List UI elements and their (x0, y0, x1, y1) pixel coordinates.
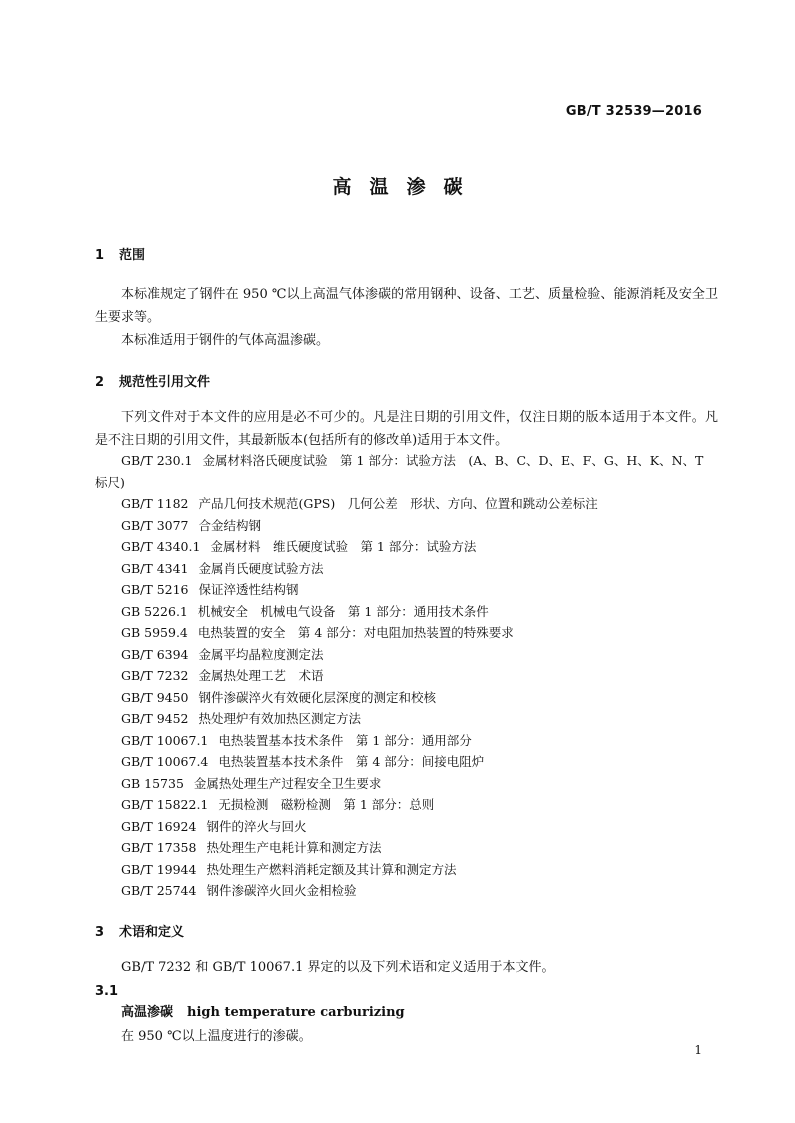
reference-item (95, 837, 718, 859)
reference-item (95, 622, 718, 644)
term-definition: 在 950 ℃以上温度进行的渗碳。 (121, 1029, 312, 1044)
reference-code: GB/T 3077 (121, 517, 189, 533)
reference-item (95, 536, 718, 558)
reference-code: GB/T 6394 (121, 646, 189, 662)
reference-title: 金属热处理工艺 术语 (198, 668, 324, 683)
section-number: 2 (95, 375, 105, 390)
reference-item (95, 794, 718, 816)
reference-code: GB/T 9450 (121, 689, 189, 705)
reference-title: 钢件渗碳淬火有效硬化层深度的测定和校核 (198, 689, 437, 705)
reference-code: GB/T 10067.4 (121, 754, 209, 769)
reference-code: GB/T 19944 (121, 861, 197, 877)
section-2-intro: 下列文件对于本文件的应用是必不可少的。凡是注日期的引用文件，仅注日期的版本适用于本文件。凡是不注日期的引用文件，其最新版本(包括所有的修改单)适用于本文件。 (95, 410, 718, 448)
reference-code: GB/T 4341 (121, 560, 189, 576)
reference-item (95, 880, 718, 902)
reference-title: 电热装置的安全 第 4 部分：对电阻加热装置的特殊要求 (197, 625, 514, 640)
reference-item (95, 493, 718, 515)
document-title (0, 172, 795, 199)
standard-number: GB/T 32539—2016 (565, 104, 702, 119)
reference-title: 电热装置基本技术条件 第 4 部分：间接电阻炉 (218, 754, 485, 769)
reference-item (95, 730, 718, 752)
reference-title: 金属热处理生产过程安全卫生要求 (193, 775, 382, 791)
title-char: 高 (332, 176, 352, 198)
page-number: 1 (694, 1043, 702, 1057)
reference-code: GB/T 1182 (121, 496, 189, 511)
reference-code: GB/T 10067.1 (121, 732, 209, 748)
reference-item (95, 558, 718, 580)
reference-code: GB/T 5216 (121, 582, 189, 597)
reference-code: GB/T 16924 (121, 818, 197, 834)
reference-item (95, 687, 718, 709)
reference-title: 金属材料 维氏硬度试验 第 1 部分：试验方法 (210, 539, 477, 554)
section-2-heading (95, 371, 210, 390)
reference-title: 钢件渗碳淬火回火金相检验 (206, 883, 357, 898)
reference-item (95, 773, 718, 795)
reference-list (95, 450, 718, 902)
reference-item (95, 515, 718, 537)
reference-title: 保证淬透性结构钢 (198, 582, 299, 597)
reference-code: GB/T 4340.1 (121, 539, 201, 554)
reference-code: GB/T 17358 (121, 840, 197, 855)
reference-item (95, 601, 718, 623)
reference-title: 金属平均晶粒度测定法 (198, 646, 324, 662)
section-title: 范围 (119, 248, 146, 263)
reference-code: GB 5226.1 (121, 603, 188, 619)
section-number: 1 (95, 248, 105, 263)
reference-code: GB/T 15822.1 (121, 797, 209, 812)
reference-title: 金属肖氏硬度试验方法 (198, 560, 324, 576)
title-char: 温 (369, 176, 389, 198)
title-char: 渗 (406, 176, 426, 198)
title-char: 碳 (443, 176, 463, 198)
reference-code: GB 15735 (121, 775, 184, 791)
reference-title: 电热装置基本技术条件 第 1 部分：通用部分 (218, 732, 472, 748)
reference-item (95, 751, 718, 773)
reference-code: GB/T 9452 (121, 711, 189, 726)
reference-code: GB 5959.4 (121, 625, 188, 640)
section-3-heading (95, 921, 184, 940)
section-title: 规范性引用文件 (119, 375, 211, 390)
reference-item (95, 644, 718, 666)
reference-title: 钢件的淬火与回火 (206, 818, 307, 834)
reference-title: 热处理生产燃料消耗定额及其计算和测定方法 (206, 861, 457, 877)
section-3-intro: GB/T 7232 和 GB/T 10067.1 界定的以及下列术语和定义适用于本文件。 (121, 960, 555, 975)
reference-title: 热处理炉有效加热区测定方法 (198, 711, 362, 726)
reference-code: GB/T 7232 (121, 668, 189, 683)
reference-item (95, 450, 718, 493)
reference-item (95, 579, 718, 601)
term-english: high temperature carburizing (187, 1005, 405, 1020)
reference-title: 产品几何技术规范(GPS) 几何公差 形状、方向、位置和跳动公差标注 (198, 496, 598, 511)
term-entry (121, 1001, 405, 1020)
reference-title: 热处理生产电耗计算和测定方法 (206, 840, 382, 855)
reference-title: 机械安全 机械电气设备 第 1 部分：通用技术条件 (197, 603, 489, 619)
reference-code: GB/T 230.1 (121, 453, 193, 468)
section-title: 术语和定义 (119, 925, 185, 940)
reference-item (95, 708, 718, 730)
term-number: 3.1 (95, 984, 119, 999)
reference-code: GB/T 25744 (121, 883, 197, 898)
reference-title: 金属材料洛氏硬度试验 第 1 部分：试验方法 (A、B、C、D、E、F、G、H、K、N、T 标尺) (95, 453, 704, 490)
reference-item (95, 859, 718, 881)
term-chinese: 高温渗碳 (121, 1005, 174, 1020)
reference-title: 合金结构钢 (198, 517, 262, 533)
reference-item (95, 665, 718, 687)
section-1-heading (95, 244, 145, 263)
section-1-paragraph-2: 本标准适用于钢件的气体高温渗碳。 (121, 333, 330, 348)
section-1-paragraph-1: 本标准规定了钢件在 950 ℃以上高温气体渗碳的常用钢种、设备、工艺、质量检验、能源消耗及安全卫生要求等。 (95, 287, 718, 325)
reference-title: 无损检测 磁粉检测 第 1 部分：总则 (218, 797, 435, 812)
section-number: 3 (95, 925, 105, 940)
reference-item (95, 816, 718, 838)
